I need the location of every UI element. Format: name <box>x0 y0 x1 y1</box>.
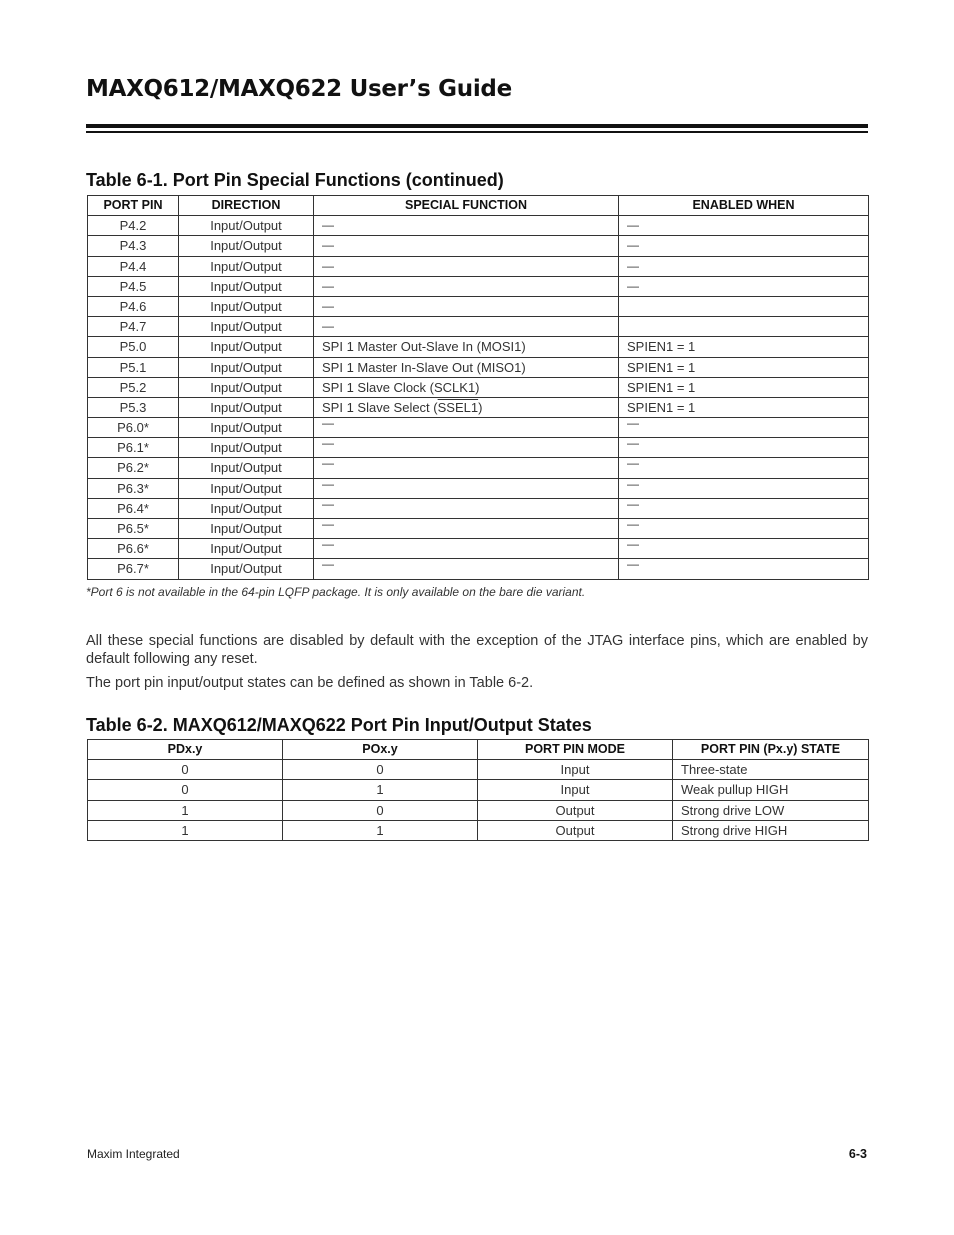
table-row <box>88 820 869 840</box>
direction-cell: Input/Output <box>179 337 314 357</box>
enabled-when-cell <box>619 296 869 316</box>
column-header: PDx.y <box>88 740 283 760</box>
port-pin-cell: P6.4* <box>88 498 179 518</box>
direction-cell: Input/Output <box>179 438 314 458</box>
column-header: PORT PIN (Px.y) STATE <box>673 740 869 760</box>
enabled-when-cell <box>619 418 869 438</box>
table-row <box>88 357 869 377</box>
function-text: SPI 1 Slave Select ( <box>322 399 438 415</box>
active-low-signal-name: SSEL1 <box>437 399 479 415</box>
port-pin-cell: P6.6* <box>88 539 179 559</box>
column-header: PORT PIN <box>88 196 179 216</box>
special-function-cell <box>314 539 619 559</box>
dash-text: — <box>322 437 334 451</box>
direction-cell: Input/Output <box>179 519 314 539</box>
table-row <box>88 539 869 559</box>
body-paragraph: All these special functions are disabled by default with the exception of the JTAG interface pins, which are enabled by default following any reset. <box>86 633 868 667</box>
table-row <box>88 397 869 417</box>
port-pin-cell: P6.0* <box>88 418 179 438</box>
special-function-cell <box>314 438 619 458</box>
enabled-when-cell: — <box>619 236 869 256</box>
table-row <box>88 256 869 276</box>
enabled-when-cell: — <box>619 256 869 276</box>
table-row <box>88 276 869 296</box>
mode-cell: Output <box>478 800 673 820</box>
special-function-cell: — <box>314 236 619 256</box>
special-function-cell: SPI 1 Slave Clock (SCLK1) <box>314 377 619 397</box>
table-row <box>88 478 869 498</box>
column-header: ENABLED WHEN <box>619 196 869 216</box>
direction-cell: Input/Output <box>179 216 314 236</box>
port-pin-io-states-table <box>87 739 869 841</box>
table-row <box>88 236 869 256</box>
table-row <box>88 800 869 820</box>
dash-text: — <box>627 518 639 531</box>
direction-cell: Input/Output <box>179 559 314 579</box>
body-paragraph: The port pin input/output states can be defined as shown in Table 6-2. <box>86 675 534 691</box>
dash-text: — <box>322 457 334 471</box>
dash-text: — <box>627 478 639 491</box>
enabled-when-cell <box>619 539 869 559</box>
direction-cell: Input/Output <box>179 357 314 377</box>
table-6-2-title: Table 6-2. MAXQ612/MAXQ622 Port Pin Input/Output States <box>86 715 592 735</box>
table-row <box>88 458 869 478</box>
table-row <box>88 216 869 236</box>
direction-cell: Input/Output <box>179 458 314 478</box>
port-pin-cell: P4.5 <box>88 276 179 296</box>
enabled-when-cell <box>619 458 869 478</box>
special-function-cell <box>314 397 619 417</box>
dash-text: — <box>322 518 334 531</box>
po-cell: 0 <box>283 760 478 780</box>
table-row <box>88 519 869 539</box>
footer-company: Maxim Integrated <box>87 1147 180 1161</box>
state-cell: Three-state <box>673 760 869 780</box>
direction-cell: Input/Output <box>179 397 314 417</box>
po-cell: 0 <box>283 800 478 820</box>
enabled-when-cell: SPIEN1 = 1 <box>619 397 869 417</box>
enabled-when-cell <box>619 498 869 518</box>
direction-cell: Input/Output <box>179 478 314 498</box>
special-function-cell <box>314 458 619 478</box>
special-function-cell: SPI 1 Master In-Slave Out (MISO1) <box>314 357 619 377</box>
title-rule-thin <box>86 131 868 133</box>
direction-cell: Input/Output <box>179 317 314 337</box>
direction-cell: Input/Output <box>179 276 314 296</box>
enabled-when-cell: SPIEN1 = 1 <box>619 357 869 377</box>
table-row <box>88 337 869 357</box>
dash-text: — <box>627 558 639 572</box>
table-row <box>88 377 869 397</box>
enabled-when-cell <box>619 559 869 579</box>
port-pin-cell: P4.4 <box>88 256 179 276</box>
port-pin-cell: P4.7 <box>88 317 179 337</box>
function-text-suffix: ) <box>478 399 483 415</box>
direction-cell: Input/Output <box>179 296 314 316</box>
mode-cell: Input <box>478 760 673 780</box>
port-pin-cell: P5.1 <box>88 357 179 377</box>
enabled-when-cell <box>619 478 869 498</box>
dash-text: — <box>627 417 639 431</box>
dash-text: — <box>322 558 334 572</box>
special-function-cell: — <box>314 216 619 236</box>
mode-cell: Output <box>478 820 673 840</box>
table-row <box>88 418 869 438</box>
port-pin-cell: P4.6 <box>88 296 179 316</box>
port-pin-cell: P4.3 <box>88 236 179 256</box>
enabled-when-cell: SPIEN1 = 1 <box>619 337 869 357</box>
special-function-cell: — <box>314 276 619 296</box>
dash-text: — <box>627 437 639 451</box>
po-cell: 1 <box>283 820 478 840</box>
po-cell: 1 <box>283 780 478 800</box>
enabled-when-cell: — <box>619 276 869 296</box>
page-number: 6-3 <box>848 1147 867 1161</box>
column-header: SPECIAL FUNCTION <box>314 196 619 216</box>
dash-text: — <box>322 417 334 431</box>
port-pin-cell: P5.0 <box>88 337 179 357</box>
port-pin-cell: P6.1* <box>88 438 179 458</box>
special-function-cell: — <box>314 256 619 276</box>
state-cell: Strong drive LOW <box>673 800 869 820</box>
dash-text: — <box>627 538 639 552</box>
direction-cell: Input/Output <box>179 236 314 256</box>
port-pin-cell: P6.5* <box>88 519 179 539</box>
special-function-cell <box>314 498 619 518</box>
mode-cell: Input <box>478 780 673 800</box>
column-header: DIRECTION <box>179 196 314 216</box>
port-pin-cell: P4.2 <box>88 216 179 236</box>
special-function-cell <box>314 418 619 438</box>
port-pin-cell: P6.3* <box>88 478 179 498</box>
enabled-when-cell <box>619 438 869 458</box>
dash-text: — <box>627 498 639 511</box>
dash-text: — <box>627 457 639 471</box>
table-row <box>88 498 869 518</box>
port-pin-cell: P5.3 <box>88 397 179 417</box>
enabled-when-cell: — <box>619 216 869 236</box>
special-function-cell <box>314 519 619 539</box>
table-footnote: *Port 6 is not available in the 64-pin LQFP package. It is only available on the bare die variant. <box>86 585 586 599</box>
state-cell: Strong drive HIGH <box>673 820 869 840</box>
title-rule-thick <box>86 124 868 128</box>
pd-cell: 1 <box>88 820 283 840</box>
port-pin-cell: P6.7* <box>88 559 179 579</box>
dash-text: — <box>322 538 334 552</box>
special-function-cell: SPI 1 Master Out-Slave In (MOSI1) <box>314 337 619 357</box>
pd-cell: 0 <box>88 780 283 800</box>
table-header-row <box>88 740 869 760</box>
enabled-when-cell <box>619 317 869 337</box>
table-row <box>88 559 869 579</box>
table-header-row <box>88 196 869 216</box>
special-function-cell: — <box>314 317 619 337</box>
enabled-when-cell: SPIEN1 = 1 <box>619 377 869 397</box>
port-pin-cell: P6.2* <box>88 458 179 478</box>
table-row <box>88 760 869 780</box>
table-6-1-title: Table 6-1. Port Pin Special Functions (continued) <box>86 170 504 190</box>
direction-cell: Input/Output <box>179 256 314 276</box>
table-row <box>88 780 869 800</box>
document-title: MAXQ612/MAXQ622 User’s Guide <box>86 76 512 102</box>
special-function-cell <box>314 478 619 498</box>
special-function-cell <box>314 559 619 579</box>
direction-cell: Input/Output <box>179 539 314 559</box>
dash-text: — <box>322 478 334 491</box>
pd-cell: 0 <box>88 760 283 780</box>
table-row <box>88 317 869 337</box>
direction-cell: Input/Output <box>179 377 314 397</box>
direction-cell: Input/Output <box>179 498 314 518</box>
direction-cell: Input/Output <box>179 418 314 438</box>
table-row <box>88 296 869 316</box>
column-header: POx.y <box>283 740 478 760</box>
port-pin-cell: P5.2 <box>88 377 179 397</box>
port-pin-special-functions-table <box>87 195 869 580</box>
enabled-when-cell <box>619 519 869 539</box>
column-header: PORT PIN MODE <box>478 740 673 760</box>
dash-text: — <box>322 498 334 511</box>
special-function-cell: — <box>314 296 619 316</box>
table-row <box>88 438 869 458</box>
state-cell: Weak pullup HIGH <box>673 780 869 800</box>
pd-cell: 1 <box>88 800 283 820</box>
